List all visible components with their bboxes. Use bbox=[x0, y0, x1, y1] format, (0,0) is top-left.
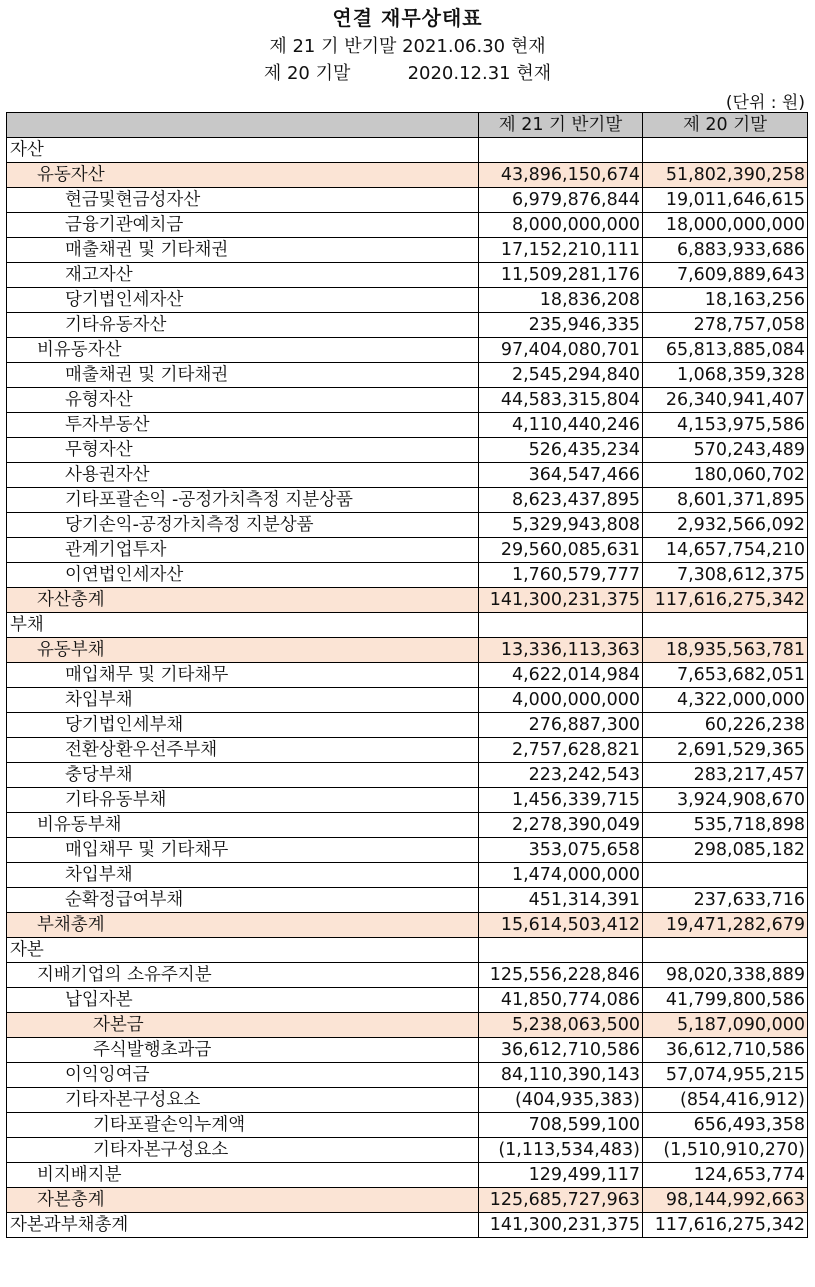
prior-period-value: 2,932,566,092 bbox=[643, 513, 808, 538]
prior-period-value: 283,217,457 bbox=[643, 763, 808, 788]
prior-period-value: 19,011,646,615 bbox=[643, 188, 808, 213]
current-period-value: 1,456,339,715 bbox=[479, 788, 643, 813]
row-label: 이연법인세자산 bbox=[7, 563, 479, 588]
unit-label: (단위 : 원) bbox=[725, 93, 805, 113]
table-row bbox=[7, 363, 808, 388]
table-header-row bbox=[7, 113, 808, 138]
current-period-value: 141,300,231,375 bbox=[479, 588, 643, 613]
current-period-value: 2,278,390,049 bbox=[479, 813, 643, 838]
current-period-value: 84,110,390,143 bbox=[479, 1063, 643, 1088]
current-period-value: 451,314,391 bbox=[479, 888, 643, 913]
prior-period-value bbox=[643, 613, 808, 638]
prior-period-value: 57,074,955,215 bbox=[643, 1063, 808, 1088]
row-label: 사용권자산 bbox=[7, 463, 479, 488]
prior-period-value: 65,813,885,084 bbox=[643, 338, 808, 363]
row-label: 투자부동산 bbox=[7, 413, 479, 438]
prior-period-value: 98,144,992,663 bbox=[643, 1188, 808, 1213]
prior-period-value: 8,601,371,895 bbox=[643, 488, 808, 513]
prior-period-value: 18,000,000,000 bbox=[643, 213, 808, 238]
row-label: 당기법인세부채 bbox=[7, 713, 479, 738]
current-period-value: 97,404,080,701 bbox=[479, 338, 643, 363]
row-label: 지배기업의 소유주지분 bbox=[7, 963, 479, 988]
prior-period-value: 6,883,933,686 bbox=[643, 238, 808, 263]
row-label: 자본총계 bbox=[7, 1188, 479, 1213]
table-row bbox=[7, 838, 808, 863]
current-period-value: 44,583,315,804 bbox=[479, 388, 643, 413]
current-period-value bbox=[479, 138, 643, 163]
row-label: 금융기관예치금 bbox=[7, 213, 479, 238]
table-row bbox=[7, 1113, 808, 1138]
prior-period-value: 41,799,800,586 bbox=[643, 988, 808, 1013]
table-row bbox=[7, 538, 808, 563]
row-label: 기타유동부채 bbox=[7, 788, 479, 813]
prior-period-value: 278,757,058 bbox=[643, 313, 808, 338]
table-row bbox=[7, 338, 808, 363]
current-period-value: 6,979,876,844 bbox=[479, 188, 643, 213]
current-period-value: 4,622,014,984 bbox=[479, 663, 643, 688]
row-label: 납입자본 bbox=[7, 988, 479, 1013]
current-period-value: 11,509,281,176 bbox=[479, 263, 643, 288]
prior-period-value bbox=[643, 138, 808, 163]
table-row bbox=[7, 988, 808, 1013]
prior-period-value: 19,471,282,679 bbox=[643, 913, 808, 938]
period-current: 제 21 기 반기말 2021.06.30 현재 bbox=[269, 36, 546, 57]
row-label: 차입부채 bbox=[7, 688, 479, 713]
row-label: 현금및현금성자산 bbox=[7, 188, 479, 213]
current-period-value: 235,946,335 bbox=[479, 313, 643, 338]
table-row bbox=[7, 488, 808, 513]
row-label: 유형자산 bbox=[7, 388, 479, 413]
prior-period-value bbox=[643, 863, 808, 888]
row-label: 부채총계 bbox=[7, 913, 479, 938]
row-label: 비지배지분 bbox=[7, 1163, 479, 1188]
row-label: 자산총계 bbox=[7, 588, 479, 613]
prior-period-value: 570,243,489 bbox=[643, 438, 808, 463]
row-label: 재고자산 bbox=[7, 263, 479, 288]
prior-period-value: 656,493,358 bbox=[643, 1113, 808, 1138]
prior-period-value: 98,020,338,889 bbox=[643, 963, 808, 988]
current-period-value: (404,935,383) bbox=[479, 1088, 643, 1113]
row-label: 자산 bbox=[7, 138, 479, 163]
table-row bbox=[7, 888, 808, 913]
prior-period-value: (1,510,910,270) bbox=[643, 1138, 808, 1163]
row-label: 자본과부채총계 bbox=[7, 1213, 479, 1238]
current-period-value: 1,474,000,000 bbox=[479, 863, 643, 888]
table-row bbox=[7, 588, 808, 613]
row-label: 자본금 bbox=[7, 1013, 479, 1038]
table-row bbox=[7, 1213, 808, 1238]
row-label: 기타포괄손익 -공정가치측정 지분상품 bbox=[7, 488, 479, 513]
table-row bbox=[7, 288, 808, 313]
table-row bbox=[7, 813, 808, 838]
current-period-value: 4,000,000,000 bbox=[479, 688, 643, 713]
prior-period-value: 3,924,908,670 bbox=[643, 788, 808, 813]
header-prior-period: 제 20 기말 bbox=[643, 113, 808, 138]
table-row bbox=[7, 1063, 808, 1088]
row-label: 주식발행초과금 bbox=[7, 1038, 479, 1063]
table-row bbox=[7, 188, 808, 213]
prior-period-value: 14,657,754,210 bbox=[643, 538, 808, 563]
table-row bbox=[7, 1138, 808, 1163]
prior-period-value: 2,691,529,365 bbox=[643, 738, 808, 763]
current-period-value: 1,760,579,777 bbox=[479, 563, 643, 588]
table-row bbox=[7, 613, 808, 638]
current-period-value: 223,242,543 bbox=[479, 763, 643, 788]
table-row bbox=[7, 238, 808, 263]
table-row bbox=[7, 963, 808, 988]
current-period-value: 41,850,774,086 bbox=[479, 988, 643, 1013]
current-period-value: 5,238,063,500 bbox=[479, 1013, 643, 1038]
prior-period-value: 18,935,563,781 bbox=[643, 638, 808, 663]
row-label: 기타자본구성요소 bbox=[7, 1088, 479, 1113]
row-label: 순확정급여부채 bbox=[7, 888, 479, 913]
table-row bbox=[7, 413, 808, 438]
row-label: 관계기업투자 bbox=[7, 538, 479, 563]
prior-period-value: 180,060,702 bbox=[643, 463, 808, 488]
table-row bbox=[7, 138, 808, 163]
current-period-value: 4,110,440,246 bbox=[479, 413, 643, 438]
table-row bbox=[7, 688, 808, 713]
table-row bbox=[7, 1088, 808, 1113]
table-row bbox=[7, 463, 808, 488]
current-period-value: 17,152,210,111 bbox=[479, 238, 643, 263]
current-period-value: (1,113,534,483) bbox=[479, 1138, 643, 1163]
current-period-value: 141,300,231,375 bbox=[479, 1213, 643, 1238]
row-label: 매입채무 및 기타채무 bbox=[7, 838, 479, 863]
row-label: 무형자산 bbox=[7, 438, 479, 463]
prior-period-value: 117,616,275,342 bbox=[643, 1213, 808, 1238]
current-period-value: 43,896,150,674 bbox=[479, 163, 643, 188]
current-period-value: 526,435,234 bbox=[479, 438, 643, 463]
row-label: 전환상환우선주부채 bbox=[7, 738, 479, 763]
prior-period-value: 7,609,889,643 bbox=[643, 263, 808, 288]
prior-period-value: 7,308,612,375 bbox=[643, 563, 808, 588]
table-row bbox=[7, 313, 808, 338]
row-label: 매출채권 및 기타채권 bbox=[7, 238, 479, 263]
prior-period-value: 535,718,898 bbox=[643, 813, 808, 838]
header-label-cell bbox=[7, 113, 479, 138]
row-label: 이익잉여금 bbox=[7, 1063, 479, 1088]
row-label: 기타유동자산 bbox=[7, 313, 479, 338]
table-row bbox=[7, 1013, 808, 1038]
table-body bbox=[7, 138, 808, 1238]
row-label: 당기법인세자산 bbox=[7, 288, 479, 313]
current-period-value bbox=[479, 613, 643, 638]
table-row bbox=[7, 638, 808, 663]
current-period-value: 364,547,466 bbox=[479, 463, 643, 488]
prior-period-value: 117,616,275,342 bbox=[643, 588, 808, 613]
row-label: 비유동자산 bbox=[7, 338, 479, 363]
current-period-value: 2,757,628,821 bbox=[479, 738, 643, 763]
current-period-value: 29,560,085,631 bbox=[479, 538, 643, 563]
prior-period-value bbox=[643, 938, 808, 963]
table-row bbox=[7, 763, 808, 788]
table-row bbox=[7, 1038, 808, 1063]
table-row bbox=[7, 863, 808, 888]
table-row bbox=[7, 388, 808, 413]
row-label: 부채 bbox=[7, 613, 479, 638]
row-label: 당기손익-공정가치측정 지분상품 bbox=[7, 513, 479, 538]
row-label: 기타포괄손익누계액 bbox=[7, 1113, 479, 1138]
table-row bbox=[7, 738, 808, 763]
period-prior: 제 20 기말 2020.12.31 현재 bbox=[263, 63, 552, 84]
prior-period-value: 237,633,716 bbox=[643, 888, 808, 913]
row-label: 비유동부채 bbox=[7, 813, 479, 838]
row-label: 자본 bbox=[7, 938, 479, 963]
current-period-value: 708,599,100 bbox=[479, 1113, 643, 1138]
prior-period-value: 5,187,090,000 bbox=[643, 1013, 808, 1038]
current-period-value: 36,612,710,586 bbox=[479, 1038, 643, 1063]
row-label: 매출채권 및 기타채권 bbox=[7, 363, 479, 388]
table-row bbox=[7, 213, 808, 238]
table-row bbox=[7, 163, 808, 188]
current-period-value: 8,000,000,000 bbox=[479, 213, 643, 238]
table-row bbox=[7, 913, 808, 938]
current-period-value: 18,836,208 bbox=[479, 288, 643, 313]
table-row bbox=[7, 663, 808, 688]
current-period-value: 5,329,943,808 bbox=[479, 513, 643, 538]
prior-period-value: 7,653,682,051 bbox=[643, 663, 808, 688]
prior-period-value: 18,163,256 bbox=[643, 288, 808, 313]
prior-period-value: 51,802,390,258 bbox=[643, 163, 808, 188]
table-row bbox=[7, 438, 808, 463]
table-row bbox=[7, 938, 808, 963]
current-period-value: 125,685,727,963 bbox=[479, 1188, 643, 1213]
current-period-value: 8,623,437,895 bbox=[479, 488, 643, 513]
prior-period-value: 4,322,000,000 bbox=[643, 688, 808, 713]
header-current-period: 제 21 기 반기말 bbox=[479, 113, 643, 138]
table-row bbox=[7, 788, 808, 813]
prior-period-value: 298,085,182 bbox=[643, 838, 808, 863]
current-period-value: 276,887,300 bbox=[479, 713, 643, 738]
prior-period-value: 26,340,941,407 bbox=[643, 388, 808, 413]
row-label: 유동자산 bbox=[7, 163, 479, 188]
current-period-value: 125,556,228,846 bbox=[479, 963, 643, 988]
prior-period-value: 124,653,774 bbox=[643, 1163, 808, 1188]
row-label: 차입부채 bbox=[7, 863, 479, 888]
table-row bbox=[7, 263, 808, 288]
table-row bbox=[7, 563, 808, 588]
statement-title: 연결 재무상태표 bbox=[332, 6, 483, 30]
current-period-value bbox=[479, 938, 643, 963]
current-period-value: 13,336,113,363 bbox=[479, 638, 643, 663]
prior-period-value: (854,416,912) bbox=[643, 1088, 808, 1113]
prior-period-value: 60,226,238 bbox=[643, 713, 808, 738]
table-row bbox=[7, 713, 808, 738]
prior-period-value: 1,068,359,328 bbox=[643, 363, 808, 388]
current-period-value: 129,499,117 bbox=[479, 1163, 643, 1188]
current-period-value: 2,545,294,840 bbox=[479, 363, 643, 388]
prior-period-value: 36,612,710,586 bbox=[643, 1038, 808, 1063]
row-label: 유동부채 bbox=[7, 638, 479, 663]
table-row bbox=[7, 513, 808, 538]
table-row bbox=[7, 1163, 808, 1188]
table-row bbox=[7, 1188, 808, 1213]
balance-sheet-table bbox=[6, 112, 808, 1238]
row-label: 매입채무 및 기타채무 bbox=[7, 663, 479, 688]
current-period-value: 15,614,503,412 bbox=[479, 913, 643, 938]
row-label: 기타자본구성요소 bbox=[7, 1138, 479, 1163]
row-label: 충당부채 bbox=[7, 763, 479, 788]
prior-period-value: 4,153,975,586 bbox=[643, 413, 808, 438]
current-period-value: 353,075,658 bbox=[479, 838, 643, 863]
